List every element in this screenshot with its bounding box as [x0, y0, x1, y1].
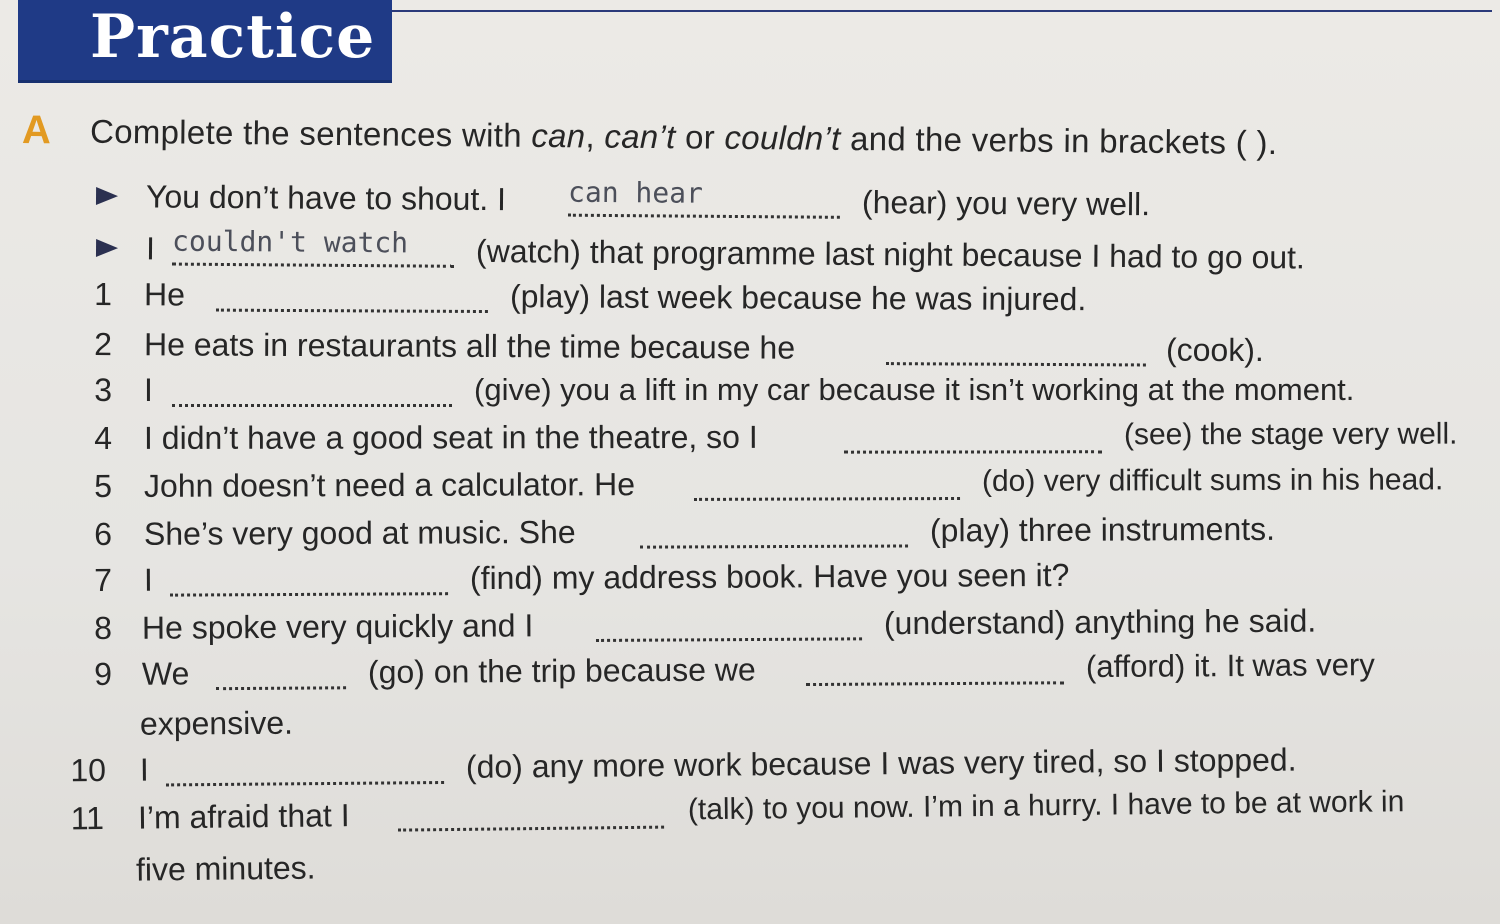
example-text-after: (hear) you very well.: [861, 183, 1151, 223]
answer-blank[interactable]: [216, 680, 346, 690]
item-number: 11: [70, 799, 105, 837]
item-number: 7: [94, 561, 113, 599]
exercise-item-3: [0, 372, 1500, 416]
item-number: 10: [70, 751, 107, 789]
item-text-after: (find) my address book. Have you seen it?: [469, 556, 1070, 597]
item-text-after: (see) the stage very well.: [1123, 417, 1458, 452]
exercise-item-5: [0, 463, 1500, 512]
example-answer: couldn't watch: [171, 224, 409, 260]
answer-blank[interactable]: [172, 398, 452, 407]
answer-blank[interactable]: [886, 356, 1146, 366]
item-text-before: He: [143, 276, 186, 313]
item-text-after: (do) any more work because I was very tired, so I stopped.: [465, 741, 1297, 785]
answer-blank[interactable]: [694, 491, 960, 501]
item-number: 8: [94, 609, 113, 647]
top-rule: [392, 10, 1492, 12]
example-text-before: You don’t have to shout. I: [145, 178, 507, 218]
item-number: 9: [94, 655, 113, 693]
item-text-before: I’m afraid that I: [137, 797, 350, 836]
item-text-after: (understand) anything he said.: [883, 602, 1317, 642]
exercise-item-7: [0, 555, 1500, 607]
item-text-before: He spoke very quickly and I: [141, 607, 534, 646]
item-text-continued: expensive.: [139, 704, 294, 742]
item-text-before: John doesn’t need a calculator. He: [143, 466, 636, 504]
exercise-item-2: [0, 325, 1500, 377]
example-marker-icon: [96, 239, 118, 257]
exercise-heading: [22, 108, 1482, 178]
example-answer: can hear: [567, 175, 704, 210]
answer-blank[interactable]: [596, 631, 862, 642]
answer-blank[interactable]: [166, 775, 444, 786]
item-text-middle: (go) on the trip because we: [367, 651, 756, 691]
answer-blank[interactable]: [568, 208, 840, 219]
section-banner: [18, 0, 392, 83]
item-text-before: We: [141, 655, 190, 692]
item-number: 2: [94, 325, 113, 363]
exercise-instruction: Complete the sentences with can, can’t or couldn’t and the verbs in brackets ( ).: [89, 112, 1278, 162]
answer-blank[interactable]: [398, 820, 664, 832]
item-number: 6: [94, 515, 113, 553]
exercise-item-11-continued: [0, 836, 1500, 897]
answer-blank[interactable]: [216, 303, 488, 313]
item-text-after: (play) last week because he was injured.: [509, 278, 1087, 318]
item-number: 4: [94, 419, 113, 457]
item-text-after: (cook).: [1165, 331, 1264, 369]
answer-blank[interactable]: [640, 538, 908, 548]
item-text-before: I: [143, 561, 153, 598]
item-number: 5: [94, 467, 113, 505]
exercise-letter: A: [21, 108, 52, 153]
example-text-before: I: [145, 230, 156, 267]
item-text-before: She’s very good at music. She: [143, 513, 576, 552]
answer-blank-2[interactable]: [806, 675, 1064, 686]
item-text-after: (talk) to you now. I’m in a hurry. I have to be at work in: [687, 785, 1405, 827]
item-number: 3: [94, 372, 112, 408]
example-marker-icon: [96, 187, 118, 205]
item-text-after: (play) three instruments.: [929, 510, 1276, 549]
answer-blank[interactable]: [844, 444, 1102, 453]
exercise-item-6: [0, 510, 1500, 561]
exercise-item-1: [0, 275, 1500, 327]
item-text-before: He eats in restaurants all the time because he: [143, 326, 796, 366]
section-title: Practice: [90, 2, 376, 72]
item-text-continued: five minutes.: [135, 849, 316, 888]
item-text-after: (afford) it. It was very: [1085, 647, 1375, 685]
exercise-item-9: [0, 646, 1500, 700]
item-text-before: I didn’t have a good seat in the theatre, so I: [143, 418, 758, 456]
item-number: 1: [94, 275, 113, 313]
item-text-before: I: [139, 751, 150, 788]
exercise-item-8: [0, 601, 1500, 654]
item-text-after: (give) you a lift in my car because it isn’t working at the moment.: [474, 372, 1355, 407]
item-text-after: (do) very difficult sums in his head.: [981, 463, 1444, 498]
answer-blank[interactable]: [170, 586, 448, 596]
example-text-after: (watch) that programme last night because I had to go out.: [475, 232, 1306, 276]
item-text-before: I: [144, 372, 153, 408]
exercise-item-4: [0, 418, 1500, 465]
